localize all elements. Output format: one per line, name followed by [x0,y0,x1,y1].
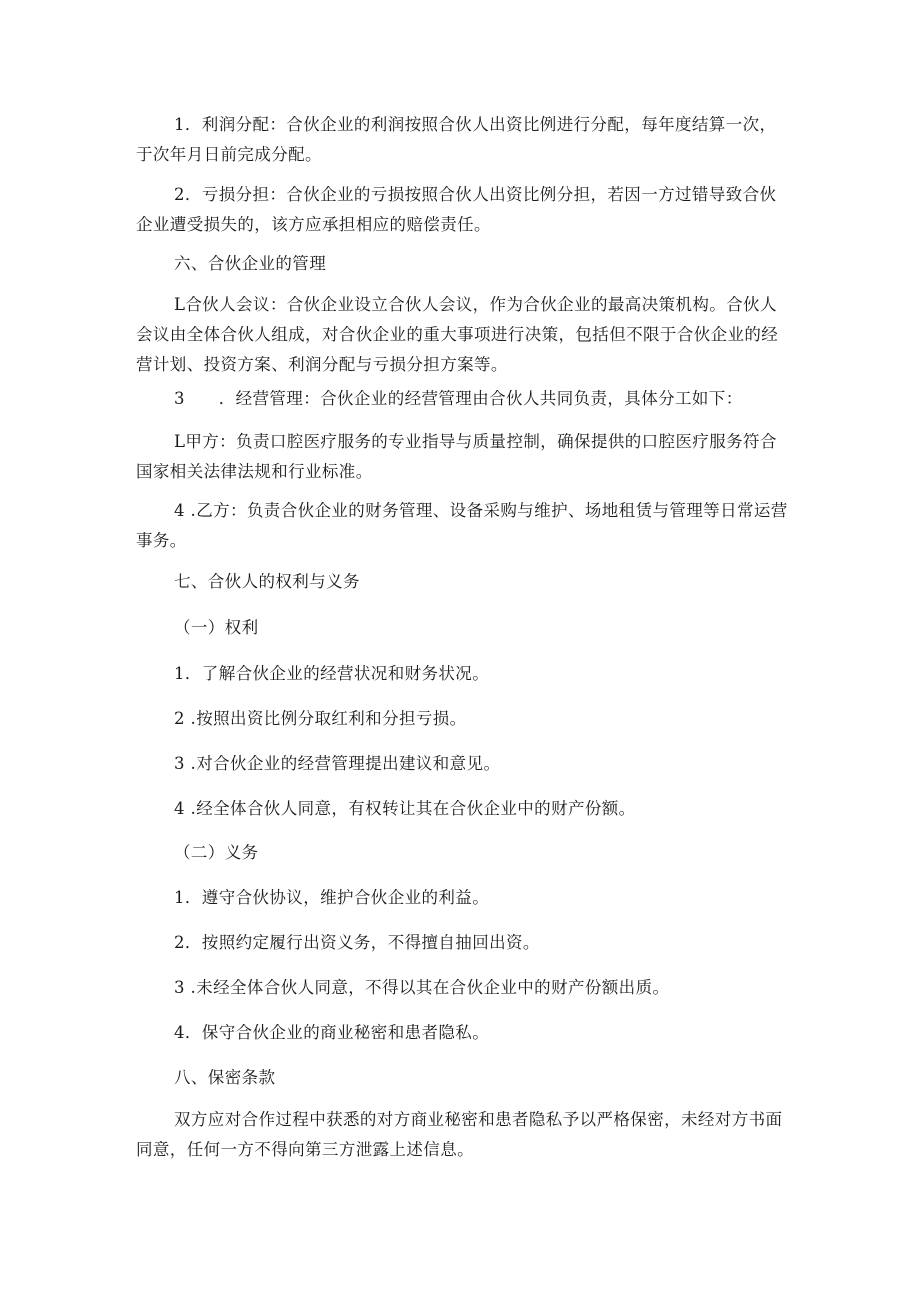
section-heading-rights-obligations: 七、合伙人的权利与义务 [174,572,360,591]
operation-management-paragraph: 3 ．经营管理：合伙企业的经营管理由合伙人共同负责，具体分工如下： [174,389,743,408]
party-a-duties-paragraph: L甲方：负责口腔医疗服务的专业指导与质量控制，确保提供的口腔医疗服务符合国家相关法律法规和行业标准。 [136,432,777,481]
rights-item-3: 3 .对合伙企业的经营管理提出建议和意见。 [174,754,501,773]
subheading-rights: （一）权利 [174,618,259,637]
section-heading-confidentiality: 八、保密条款 [174,1068,276,1087]
partners-meeting-paragraph: L合伙人会议：合伙企业设立合伙人会议，作为合伙企业的最高决策机构。合伙人会议由全体合伙人组成，对合伙企业的重大事项进行决策，包括但不限于合伙企业的经营计划、投资方案、利润分配与亏损分担方案等。 [136,295,779,374]
loss-sharing-paragraph: 2．亏损分担：合伙企业的亏损按照合伙人出资比例分担，若因一方过错导致合伙企业遭受损失的，该方应承担相应的赔偿责任。 [136,185,777,234]
profit-distribution-paragraph: 1．利润分配：合伙企业的利润按照合伙人出资比例进行分配，每年度结算一次，于次年月日前完成分配。 [136,115,777,164]
subheading-obligations: （二）义务 [174,843,259,862]
rights-item-1: 1．了解合伙企业的经营状况和财务状况。 [174,664,490,683]
confidentiality-paragraph: 双方应对合作过程中获悉的对方商业秘密和患者隐私予以严格保密，未经对方书面同意，任何一方不得向第三方泄露上述信息。 [136,1110,783,1159]
obligations-item-3: 3 .未经全体合伙人同意，不得以其在合伙企业中的财产份额出质。 [174,978,670,997]
obligations-item-4: 4．保守合伙企业的商业秘密和患者隐私。 [174,1023,490,1042]
obligations-item-1: 1．遵守合伙协议，维护合伙企业的利益。 [174,888,490,907]
rights-item-4: 4 .经全体合伙人同意，有权转让其在合伙企业中的财产份额。 [174,799,636,818]
obligations-item-2: 2．按照约定履行出资义务，不得擅自抽回出资。 [174,933,540,952]
party-b-duties-paragraph: 4 .乙方：负责合伙企业的财务管理、设备采购与维护、场地租赁与管理等日常运营事务。 [136,501,788,550]
rights-item-2: 2 .按照出资比例分取红利和分担亏损。 [174,709,467,728]
section-heading-management: 六、合伙企业的管理 [174,254,327,273]
